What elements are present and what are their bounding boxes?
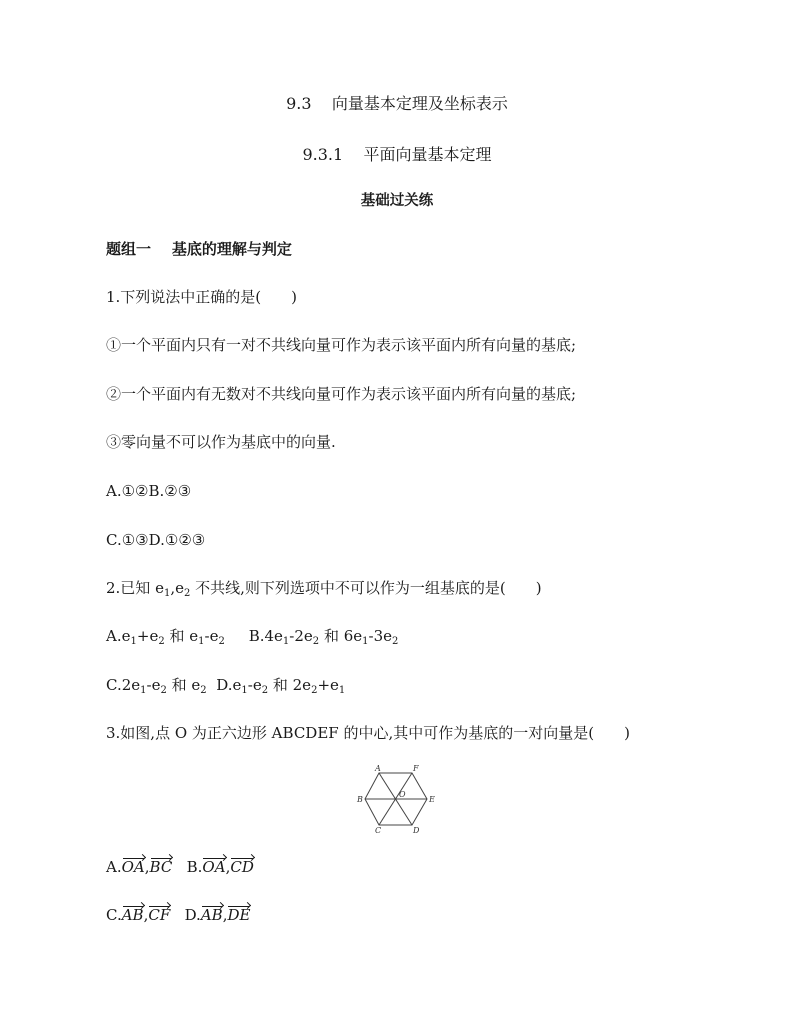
q3-options-cd xyxy=(106,905,250,925)
q2-option-d: $D.e_1-e_2$ 和 $2e_2+e_1$ xyxy=(216,676,346,696)
hexagon-figure xyxy=(356,764,440,834)
title xyxy=(0,94,794,114)
subtitle-number: 9.3.1 xyxy=(302,145,344,164)
q1-statement-2: ②一个平面内有无数对不共线向量可作为表示该平面内所有向量的基底; xyxy=(106,385,577,403)
q3-option-d: D.AB,DE xyxy=(184,906,251,924)
q2-stem: 2.已知 $e_1,e_2$ 不共线,则下列选项中不可以作为一组基底的是( ) xyxy=(106,579,542,599)
subtitle-text: 平面向量基本定理 xyxy=(363,145,492,164)
q2-option-b: $B.4e_1-2e_2$ 和 $6e_1-3e_2$ xyxy=(248,627,399,647)
subtitle xyxy=(0,145,794,165)
label-o: O xyxy=(399,790,406,799)
q3-option-a: A.OA,BC xyxy=(106,858,173,876)
section-heading: 基础过关练 xyxy=(360,193,434,209)
group-text: 基底的理解与判定 xyxy=(171,240,292,258)
q2-option-c: $C.2e_1-e_2$ 和 $e_2$ xyxy=(106,676,207,696)
q1-options-cd xyxy=(106,530,205,550)
q3-option-b: B.OA,CD xyxy=(186,858,254,876)
q1-stem: 1.下列说法中正确的是( ) xyxy=(106,288,298,306)
group-number: 题组一 xyxy=(106,240,152,258)
q1-option-a: A.①② xyxy=(106,482,149,500)
q1-statement-3: ③零向量不可以作为基底中的向量. xyxy=(106,433,336,451)
label-a: A xyxy=(375,764,381,773)
title-number: 9.3 xyxy=(286,94,312,113)
q3-options-ab xyxy=(106,857,254,877)
q3-option-c: C.AB,CF xyxy=(106,906,171,924)
q2-option-a: $A.e_1+e_2$ 和 $e_1-e_2$ xyxy=(106,627,225,647)
group-heading xyxy=(106,239,292,259)
q2-options-cd xyxy=(106,675,345,695)
label-e: E xyxy=(429,795,435,804)
q2-options-ab xyxy=(106,626,398,646)
q1-option-c: C.①③ xyxy=(106,531,149,549)
label-f: F xyxy=(413,764,419,773)
label-b: B xyxy=(357,795,363,804)
label-c: C xyxy=(375,826,382,834)
q1-options-ab xyxy=(106,481,191,501)
title-text: 向量基本定理及坐标表示 xyxy=(331,94,508,113)
q1-option-d: D.①②③ xyxy=(148,531,206,549)
q1-statement-1: ①一个平面内只有一对不共线向量可作为表示该平面内所有向量的基底; xyxy=(106,336,577,354)
label-d: D xyxy=(413,826,420,834)
q1-option-b: B.②③ xyxy=(148,482,192,500)
q3-stem: 3.如图,点 O 为正六边形 ABCDEF 的中心,其中可作为基底的一对向量是( ) xyxy=(106,724,630,742)
